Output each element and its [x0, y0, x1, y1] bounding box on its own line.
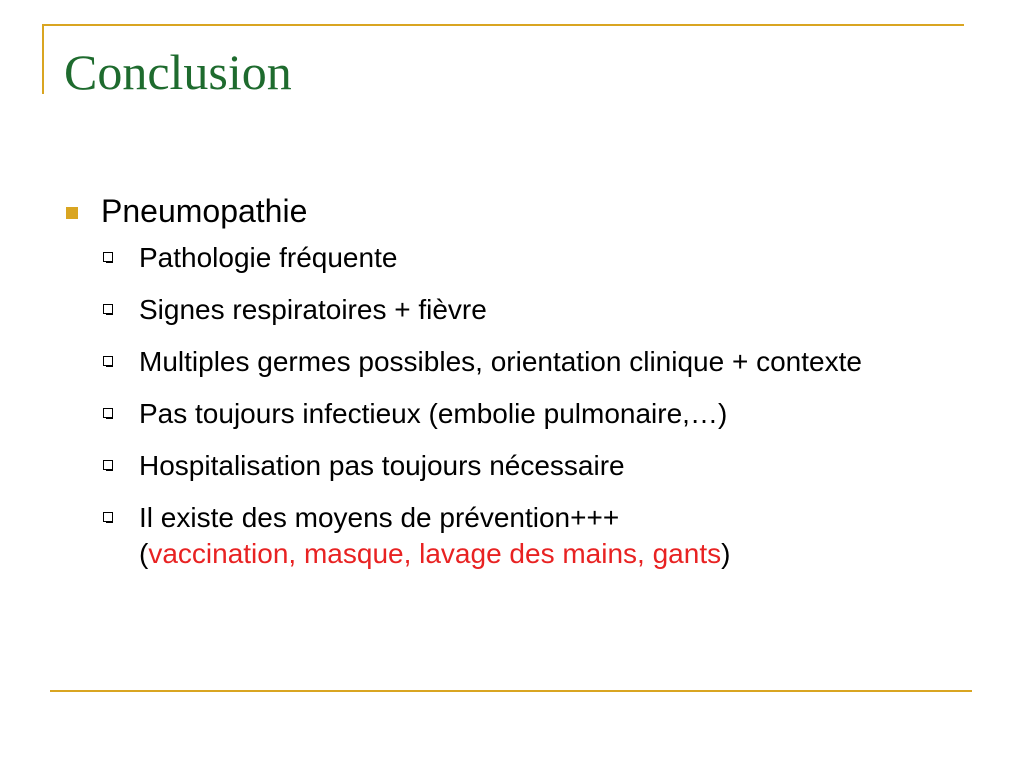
sub-bullet-item — [101, 292, 980, 328]
sub-bullet-item — [101, 448, 980, 484]
sub-bullet-list — [101, 240, 980, 572]
sub-bullet-item — [101, 240, 980, 276]
sub-bullet-text: Signes respiratoires + fièvre — [139, 294, 487, 325]
slide-title: Conclusion — [64, 44, 292, 100]
sub-bullet-text: Pathologie fréquente — [139, 242, 398, 273]
filled-square-bullet-icon — [66, 207, 78, 219]
bottom-accent-line — [50, 690, 972, 692]
prevention-highlight: vaccination, masque, lavage des mains, gants — [148, 538, 722, 569]
sub-bullet-text: Multiples germes possibles, orientation clinique + contexte — [139, 346, 862, 377]
top-accent-line — [42, 24, 964, 26]
hollow-square-bullet-icon — [103, 460, 113, 470]
bullet-list — [60, 190, 980, 588]
hollow-square-bullet-icon — [103, 408, 113, 418]
hollow-square-bullet-icon — [103, 252, 113, 262]
sub-bullet-item — [101, 500, 980, 572]
hollow-square-bullet-icon — [103, 356, 113, 366]
sub-bullet-item — [101, 396, 980, 432]
sub-bullet-text: Il existe des moyens de prévention+++ — [139, 502, 620, 533]
main-bullet-label: Pneumopathie — [101, 193, 308, 229]
hollow-square-bullet-icon — [103, 304, 113, 314]
sub-bullet-text: Pas toujours infectieux (embolie pulmonaire,…) — [139, 398, 728, 429]
paren-open: ( — [139, 538, 149, 569]
paren-close: ) — [721, 538, 731, 569]
hollow-square-bullet-icon — [103, 512, 113, 522]
sub-bullet-item — [101, 344, 980, 380]
main-bullet-item — [60, 190, 980, 572]
sub-bullet-text: Hospitalisation pas toujours nécessaire — [139, 450, 625, 481]
left-accent-line — [42, 24, 44, 94]
